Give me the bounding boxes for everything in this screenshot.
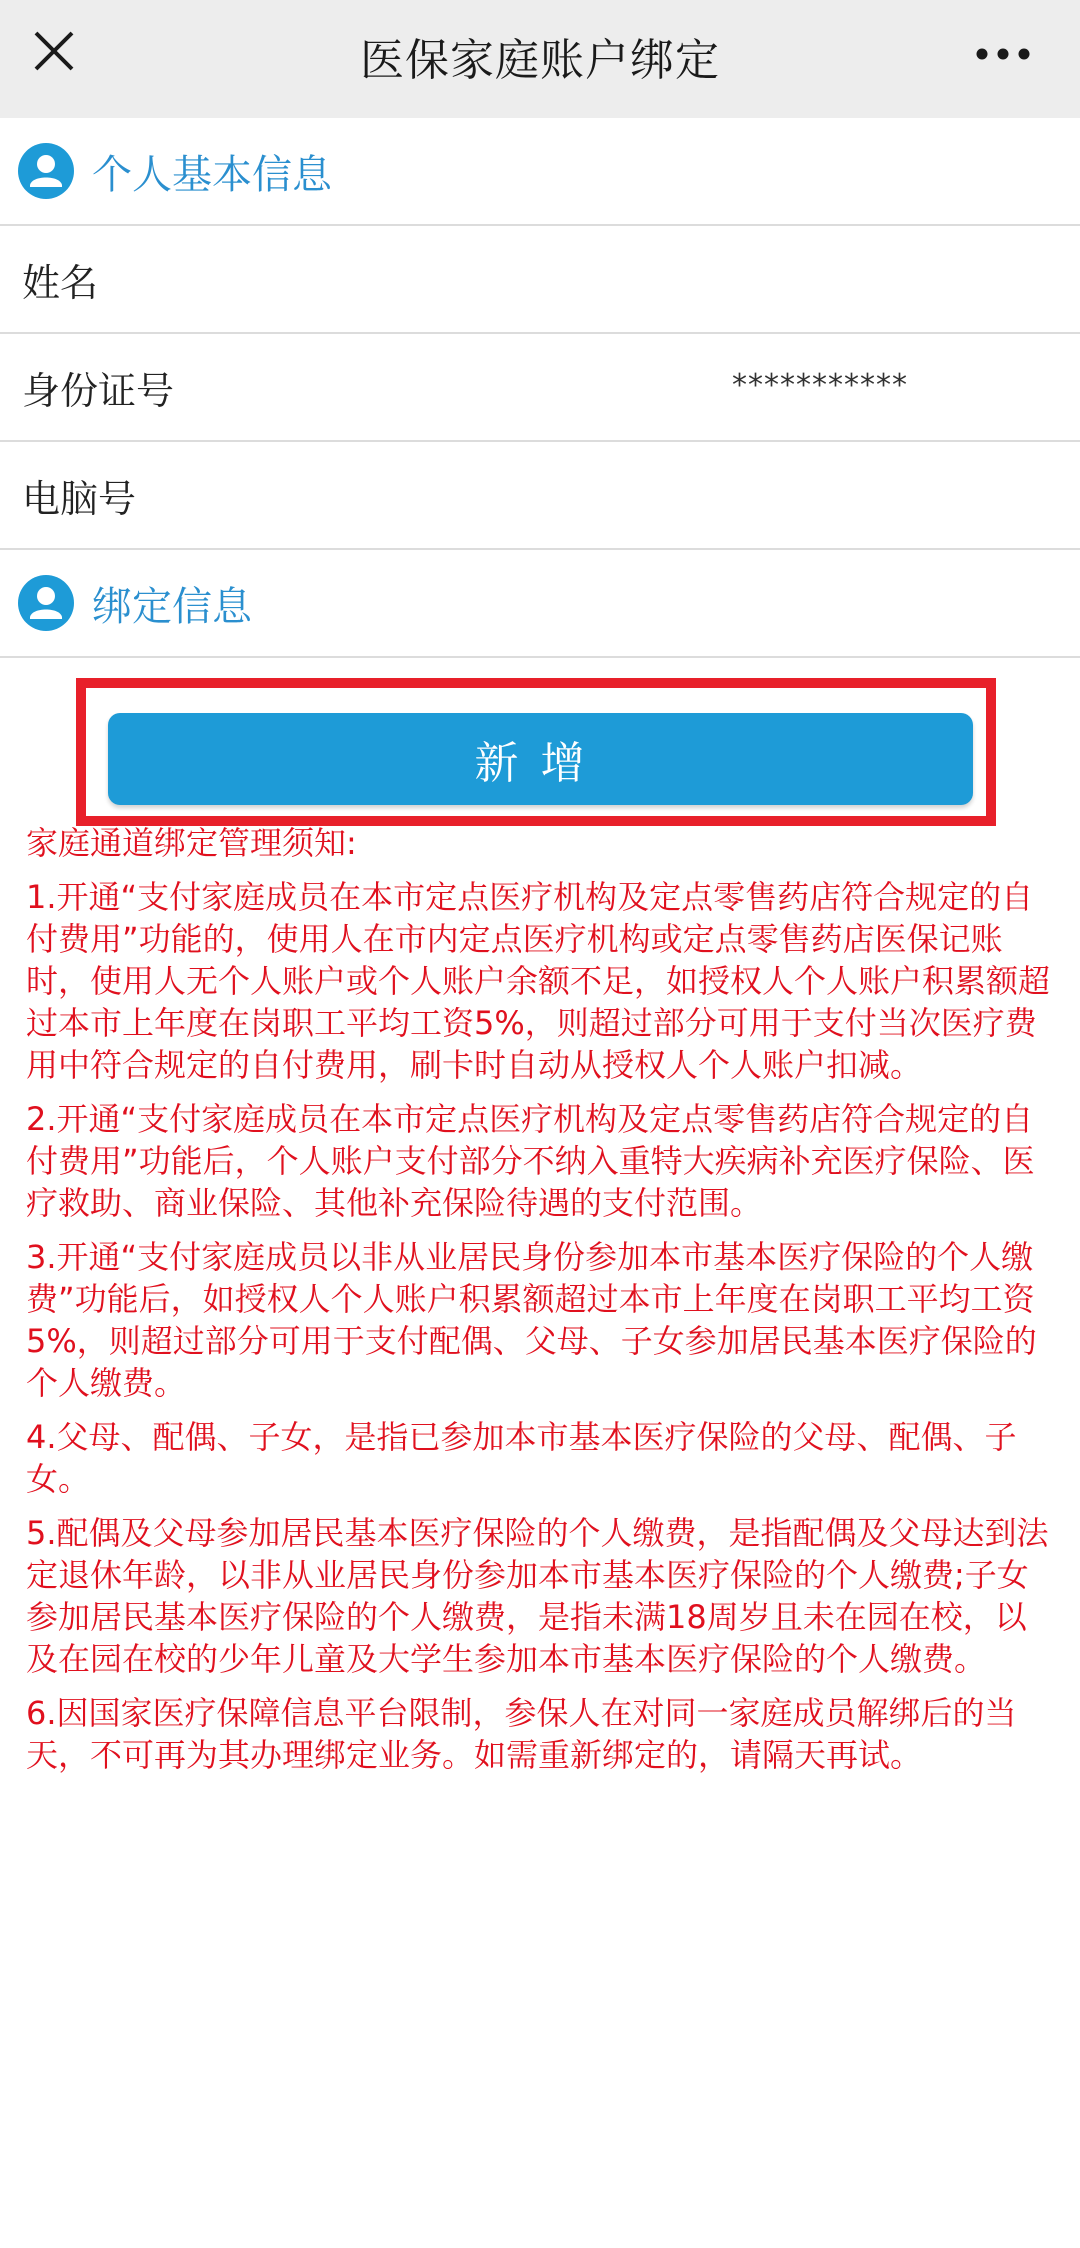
binding-info-section-header xyxy=(0,550,1080,658)
add-button-area xyxy=(0,658,1080,830)
computer-number-field-row[interactable] xyxy=(0,442,1080,550)
id-number-field-row[interactable] xyxy=(0,334,1080,442)
notice-item: 3.开通“支付家庭成员以非从业居民身份参加本市基本医疗保险的个人缴费”功能后，如授权人个人账户积累额超过本市上年度在岗职工平均工资5%，则超过部分可用于支付配偶、父母、子女参加居民基本医疗保险的个人缴费。 xyxy=(26,1238,1037,1402)
name-label: 姓名 xyxy=(22,260,99,305)
computer-number-label: 电脑号 xyxy=(22,476,137,521)
notice-item: 1.开通“支付家庭成员在本市定点医疗机构及定点零售药店符合规定的自付费用”功能的，使用人在市内定点医疗机构或定点零售药店医保记账时，使用人无个人账户或个人账户余额不足，如授权人个人账户积累额超过本市上年度在岗职工平均工资5%，则超过部分可用于支付当次医疗费用中符合规定的自付费用，刷卡时自动从授权人个人账户扣减。 xyxy=(26,878,1051,1084)
more-icon[interactable] xyxy=(976,48,1030,60)
personal-info-section-header xyxy=(0,118,1080,226)
user-avatar-icon xyxy=(18,143,74,199)
id-number-label: 身份证号 xyxy=(22,368,175,413)
id-number-value: *********** xyxy=(732,368,908,403)
page-title: 医保家庭账户绑定 xyxy=(360,35,720,86)
personal-info-title: 个人基本信息 xyxy=(92,151,332,198)
add-button[interactable]: 新增 xyxy=(108,713,973,805)
notice-item: 2.开通“支付家庭成员在本市定点医疗机构及定点零售药店符合规定的自付费用”功能后，个人账户支付部分不纳入重特大疾病补充医疗保险、医疗救助、商业保险、其他补充保险待遇的支付范围。 xyxy=(26,1100,1035,1222)
name-field-row[interactable] xyxy=(0,226,1080,334)
binding-notice xyxy=(0,822,1080,1776)
notice-item: 6.因国家医疗保障信息平台限制，参保人在对同一家庭成员解绑后的当天，不可再为其办理绑定业务。如需重新绑定的，请隔天再试。 xyxy=(26,1694,1017,1774)
notice-item: 5.配偶及父母参加居民基本医疗保险的个人缴费，是指配偶及父母达到法定退休年龄，以非从业居民身份参加本市基本医疗保险的个人缴费;子女参加居民基本医疗保险的个人缴费，是指未满18周岁且未在园在校，以及在园在校的少年儿童及大学生参加本市基本医疗保险的个人缴费。 xyxy=(26,1514,1049,1678)
top-bar xyxy=(0,0,1080,118)
binding-info-title: 绑定信息 xyxy=(92,583,252,630)
notice-heading: 家庭通道绑定管理须知: xyxy=(26,824,357,862)
user-avatar-icon xyxy=(18,575,74,631)
notice-item: 4.父母、配偶、子女，是指已参加本市基本医疗保险的父母、配偶、子女。 xyxy=(26,1418,1017,1498)
